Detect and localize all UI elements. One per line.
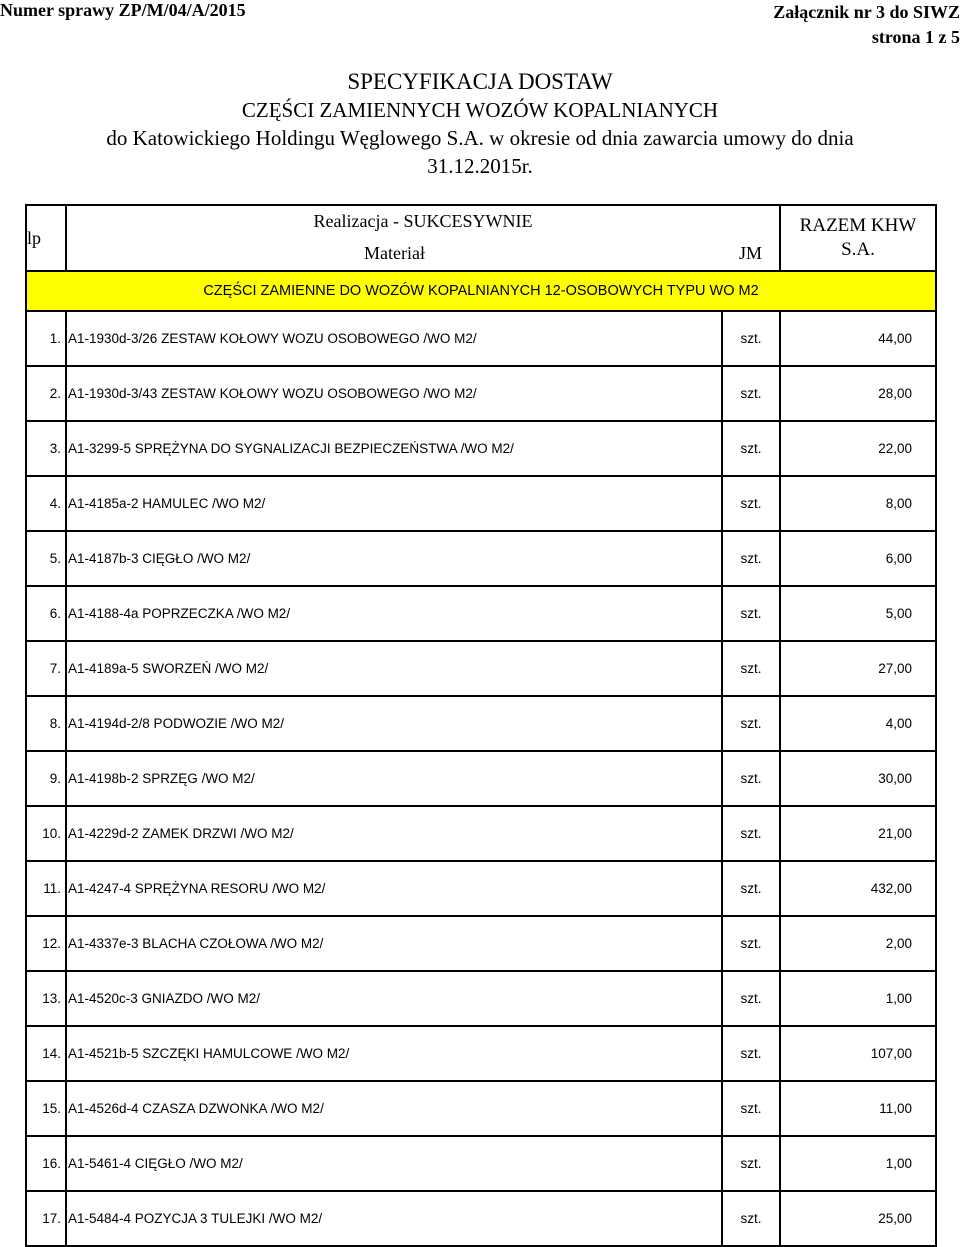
row-quantity: 6,00	[780, 531, 936, 586]
row-unit: szt.	[722, 421, 780, 476]
row-quantity: 1,00	[780, 971, 936, 1026]
row-material-name: A1-4198b-2 SPRZĘG /WO M2/	[66, 751, 722, 806]
row-quantity: 2,00	[780, 916, 936, 971]
row-unit: szt.	[722, 971, 780, 1026]
title-line-4: 31.12.2015r.	[427, 154, 533, 178]
title-line-3: do Katowickiego Holdingu Węglowego S.A. w okresie od dnia zawarcia umowy do dnia	[106, 126, 854, 150]
title-line-1: SPECYFIKACJA DOSTAW	[347, 69, 613, 94]
table-row	[26, 751, 936, 806]
table-row	[26, 806, 936, 861]
row-quantity: 27,00	[780, 641, 936, 696]
row-material-name: A1-5461-4 CIĘGŁO /WO M2/	[66, 1136, 722, 1191]
title-line-2: CZĘŚCI ZAMIENNYCH WOZÓW KOPALNIANYCH	[241, 98, 719, 122]
row-unit: szt.	[722, 1081, 780, 1136]
row-unit: szt.	[722, 476, 780, 531]
header-material: Materiał	[66, 237, 722, 271]
row-quantity: 30,00	[780, 751, 936, 806]
section-title: CZĘŚCI ZAMIENNE DO WOZÓW KOPALNIANYCH 12-OSOBOWYCH TYPU WO M2	[26, 271, 936, 311]
header-razem-line-1: RAZEM KHW	[799, 215, 917, 236]
table-row	[26, 311, 936, 366]
table-row	[26, 971, 936, 1026]
row-unit: szt.	[722, 1136, 780, 1191]
table-row	[26, 1026, 936, 1081]
row-unit: szt.	[722, 311, 780, 366]
row-unit: szt.	[722, 366, 780, 421]
row-material-name: A1-4526d-4 CZASZA DZWONKA /WO M2/	[66, 1081, 722, 1136]
row-unit: szt.	[722, 806, 780, 861]
row-unit: szt.	[722, 861, 780, 916]
table-row	[26, 1136, 936, 1191]
table-row	[26, 531, 936, 586]
row-lp: 12.	[26, 916, 66, 971]
row-lp: 10.	[26, 806, 66, 861]
row-unit: szt.	[722, 696, 780, 751]
row-lp: 8.	[26, 696, 66, 751]
row-lp: 14.	[26, 1026, 66, 1081]
row-lp: 4.	[26, 476, 66, 531]
document-title	[0, 68, 960, 180]
row-lp: 7.	[26, 641, 66, 696]
attachment-label: Załącznik nr 3 do SIWZ	[773, 2, 960, 22]
row-unit: szt.	[722, 751, 780, 806]
row-lp: 1.	[26, 311, 66, 366]
header-razem-line-2: S.A.	[841, 239, 875, 260]
case-number: Numer sprawy ZP/M/04/A/2015	[0, 0, 246, 20]
row-unit: szt.	[722, 1191, 780, 1246]
row-material-name: A1-4188-4a POPRZECZKA /WO M2/	[66, 586, 722, 641]
header-jm: JM	[722, 237, 780, 271]
table-row	[26, 586, 936, 641]
row-unit: szt.	[722, 916, 780, 971]
row-quantity: 5,00	[780, 586, 936, 641]
header-right	[773, 0, 960, 50]
header-razem	[780, 205, 936, 271]
row-material-name: A1-1930d-3/26 ZESTAW KOŁOWY WOZU OSOBOWEGO /WO M2/	[66, 311, 722, 366]
row-lp: 2.	[26, 366, 66, 421]
page-number: strona 1 z 5	[871, 27, 960, 47]
row-material-name: A1-4229d-2 ZAMEK DRZWI /WO M2/	[66, 806, 722, 861]
row-material-name: A1-3299-5 SPRĘŻYNA DO SYGNALIZACJI BEZPIECZEŃSTWA /WO M2/	[66, 421, 722, 476]
row-quantity: 8,00	[780, 476, 936, 531]
row-lp: 5.	[26, 531, 66, 586]
table-row	[26, 861, 936, 916]
row-unit: szt.	[722, 1026, 780, 1081]
row-material-name: A1-4520c-3 GNIAZDO /WO M2/	[66, 971, 722, 1026]
row-quantity: 432,00	[780, 861, 936, 916]
header-lp: lp	[26, 205, 66, 271]
row-quantity: 11,00	[780, 1081, 936, 1136]
row-quantity: 22,00	[780, 421, 936, 476]
row-quantity: 107,00	[780, 1026, 936, 1081]
row-unit: szt.	[722, 641, 780, 696]
row-material-name: A1-5484-4 POZYCJA 3 TULEJKI /WO M2/	[66, 1191, 722, 1246]
row-unit: szt.	[722, 586, 780, 641]
row-lp: 11.	[26, 861, 66, 916]
row-lp: 17.	[26, 1191, 66, 1246]
row-quantity: 1,00	[780, 1136, 936, 1191]
row-quantity: 21,00	[780, 806, 936, 861]
row-lp: 13.	[26, 971, 66, 1026]
specification-table	[25, 204, 937, 1247]
table-row	[26, 421, 936, 476]
table-row	[26, 476, 936, 531]
row-quantity: 28,00	[780, 366, 936, 421]
row-material-name: A1-4187b-3 CIĘGŁO /WO M2/	[66, 531, 722, 586]
row-lp: 3.	[26, 421, 66, 476]
row-lp: 15.	[26, 1081, 66, 1136]
row-lp: 16.	[26, 1136, 66, 1191]
table-row	[26, 916, 936, 971]
row-quantity: 25,00	[780, 1191, 936, 1246]
row-lp: 6.	[26, 586, 66, 641]
row-material-name: A1-1930d-3/43 ZESTAW KOŁOWY WOZU OSOBOWEGO /WO M2/	[66, 366, 722, 421]
row-material-name: A1-4247-4 SPRĘŻYNA RESORU /WO M2/	[66, 861, 722, 916]
row-material-name: A1-4189a-5 SWORZEŃ /WO M2/	[66, 641, 722, 696]
row-material-name: A1-4337e-3 BLACHA CZOŁOWA /WO M2/	[66, 916, 722, 971]
table-row	[26, 696, 936, 751]
row-material-name: A1-4185a-2 HAMULEC /WO M2/	[66, 476, 722, 531]
table-row	[26, 1191, 936, 1246]
table-row	[26, 1081, 936, 1136]
row-unit: szt.	[722, 531, 780, 586]
table-row	[26, 366, 936, 421]
row-material-name: A1-4521b-5 SZCZĘKI HAMULCOWE /WO M2/	[66, 1026, 722, 1081]
table-row	[26, 641, 936, 696]
row-quantity: 44,00	[780, 311, 936, 366]
row-material-name: A1-4194d-2/8 PODWOZIE /WO M2/	[66, 696, 722, 751]
row-quantity: 4,00	[780, 696, 936, 751]
header-realizacja: Realizacja - SUKCESYWNIE	[66, 205, 780, 237]
row-lp: 9.	[26, 751, 66, 806]
